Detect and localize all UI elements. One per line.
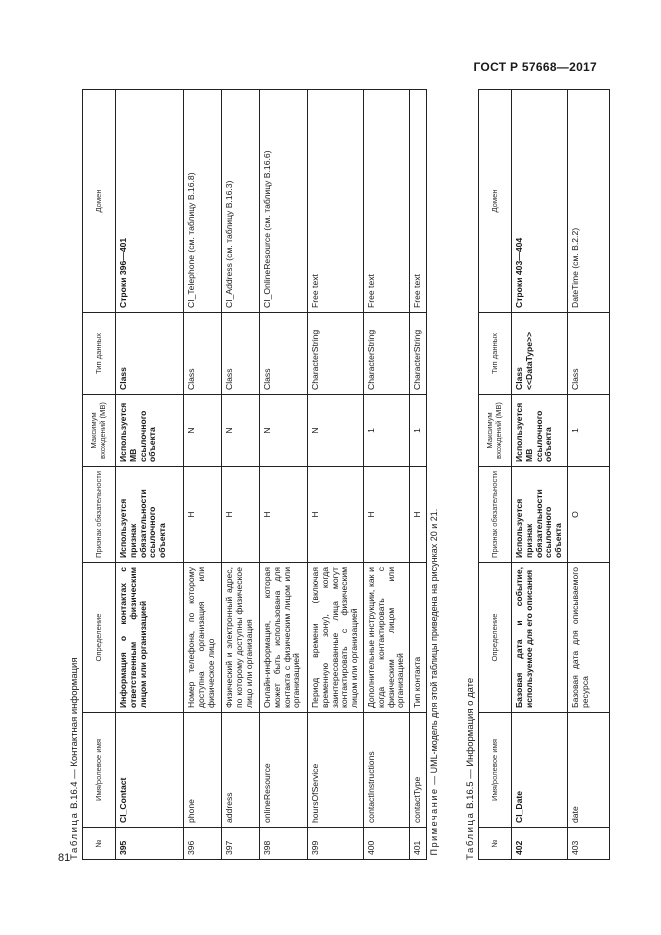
cell-domain: Free text (308, 90, 364, 313)
table2-caption (464, 90, 478, 860)
cell-max-occurrence: 1 (567, 395, 609, 467)
cell-max-occurrence: Используется МВ ссылочного объекта (116, 395, 184, 467)
table-row (260, 90, 308, 860)
cell-definition: Период времени (включая временную зону), когда заинтересованные лица могут контактировать с физическим лицом или организацией (308, 563, 364, 713)
table-row (116, 90, 184, 860)
table1-note (426, 90, 448, 860)
col-header-domain: Домен (479, 90, 512, 313)
col-header-max-occurrence: Максимум вхождений (МВ) (479, 395, 512, 467)
cell-domain: DateTime (см. В.2.2) (567, 90, 609, 313)
cell-definition: Тип контакта (410, 563, 427, 713)
col-header-domain: Домен (83, 90, 116, 313)
table-row (410, 90, 427, 860)
table-row (308, 90, 364, 860)
cell-domain: Free text (363, 90, 409, 313)
cell-data-type: CharacterString (363, 313, 409, 395)
cell-num: 402 (512, 828, 568, 860)
cell-definition: Номер телефона, по которому доступна организация или физическое лицо (184, 563, 222, 713)
cell-definition: Дополнительные инструкции, как и когда контактировать с физическим лицом или организацией (363, 563, 409, 713)
cell-name: hoursOfService (308, 713, 364, 828)
cell-domain: CI_Address (см. таблицу В.16.3) (222, 90, 260, 313)
rotated-page-content (68, 90, 658, 860)
col-header-data-type: Тип данных (479, 313, 512, 395)
table1-note-prefix: Примечание (428, 787, 439, 856)
date-info-table (478, 89, 610, 860)
page-number: 81 (58, 852, 71, 864)
cell-max-occurrence: N (222, 395, 260, 467)
cell-obligation: Н (222, 467, 260, 563)
col-header-num: № (83, 828, 116, 860)
cell-num: 400 (363, 828, 409, 860)
cell-obligation: О (567, 467, 609, 563)
col-header-obligation: Признак обязательности (83, 467, 116, 563)
table1-note-text: — UML-модель для этой таблицы приведена на рисунках 20 и 21. (428, 508, 439, 785)
table-header-row (83, 90, 116, 860)
col-header-name: Имя/ролевое имя (479, 713, 512, 828)
contact-info-table (82, 89, 448, 860)
table-note-row (426, 90, 448, 860)
col-header-data-type: Тип данных (83, 313, 116, 395)
cell-data-type: Class (222, 313, 260, 395)
cell-obligation: Н (363, 467, 409, 563)
col-header-max-occurrence: Максимум вхождений (МВ) (83, 395, 116, 467)
cell-num: 399 (308, 828, 364, 860)
cell-name: contactInstructions (363, 713, 409, 828)
cell-name: CI_Date (512, 713, 568, 828)
cell-definition: Физический и электронный адрес, по которому доступны физическое лицо или организация (222, 563, 260, 713)
table-row (567, 90, 609, 860)
cell-name: onlineResource (260, 713, 308, 828)
cell-num: 398 (260, 828, 308, 860)
table1-caption (68, 90, 82, 860)
cell-definition: Базовая дата для описываемого ресурса (567, 563, 609, 713)
cell-num: 396 (184, 828, 222, 860)
cell-name: contactType (410, 713, 427, 828)
table2-caption-prefix: Таблица (465, 811, 476, 860)
cell-num: 397 (222, 828, 260, 860)
cell-data-type: Class <<DataType>> (512, 313, 568, 395)
cell-definition: Базовая дата и событие, используемое для его описания (512, 563, 568, 713)
cell-name: phone (184, 713, 222, 828)
cell-data-type: CharacterString (410, 313, 427, 395)
table-row (512, 90, 568, 860)
cell-domain: CI_OnlineResource (см. таблицу В.16.6) (260, 90, 308, 313)
cell-data-type: Class (116, 313, 184, 395)
cell-name: address (222, 713, 260, 828)
cell-definition: Информация о контактах с ответственным физическим лицом или организацией (116, 563, 184, 713)
table1-caption-prefix: Таблица (69, 811, 80, 860)
cell-obligation: Н (308, 467, 364, 563)
cell-num: 401 (410, 828, 427, 860)
table-row (222, 90, 260, 860)
table-row (363, 90, 409, 860)
table2-caption-text: В.16.5 — Информация о дате (465, 677, 476, 809)
cell-max-occurrence: N (260, 395, 308, 467)
cell-max-occurrence: N (184, 395, 222, 467)
cell-domain: Строки 403—404 (512, 90, 568, 313)
cell-data-type: CharacterString (308, 313, 364, 395)
table-row (184, 90, 222, 860)
cell-num: 403 (567, 828, 609, 860)
cell-domain: Строки 396—401 (116, 90, 184, 313)
col-header-obligation: Признак обязательности (479, 467, 512, 563)
cell-max-occurrence: N (308, 395, 364, 467)
standard-header: ГОСТ Р 57668—2017 (473, 60, 597, 74)
cell-obligation: Н (410, 467, 427, 563)
cell-obligation: Н (260, 467, 308, 563)
cell-domain: CI_Telephone (см. таблицу В.16.8) (184, 90, 222, 313)
cell-max-occurrence: 1 (363, 395, 409, 467)
cell-max-occurrence: Используется МВ ссылочного объекта (512, 395, 568, 467)
col-header-name: Имя/ролевое имя (83, 713, 116, 828)
cell-domain: Free text (410, 90, 427, 313)
cell-name: date (567, 713, 609, 828)
table1-caption-text: В.16.4 — Контактная информация (69, 657, 80, 809)
col-header-num: № (479, 828, 512, 860)
table-header-row (479, 90, 512, 860)
cell-definition: Онлайн-информация, которая может быть использована для контакта с физическим лицом или организацией (260, 563, 308, 713)
cell-data-type: Class (567, 313, 609, 395)
col-header-definition: Определение (479, 563, 512, 713)
cell-data-type: Class (260, 313, 308, 395)
cell-obligation: Используется признак обязательности ссылочного объекта (512, 467, 568, 563)
cell-obligation: Используется признак обязательности ссылочного объекта (116, 467, 184, 563)
cell-obligation: Н (184, 467, 222, 563)
cell-name: CI_Contact (116, 713, 184, 828)
cell-data-type: Class (184, 313, 222, 395)
col-header-definition: Определение (83, 563, 116, 713)
cell-max-occurrence: 1 (410, 395, 427, 467)
cell-num: 395 (116, 828, 184, 860)
